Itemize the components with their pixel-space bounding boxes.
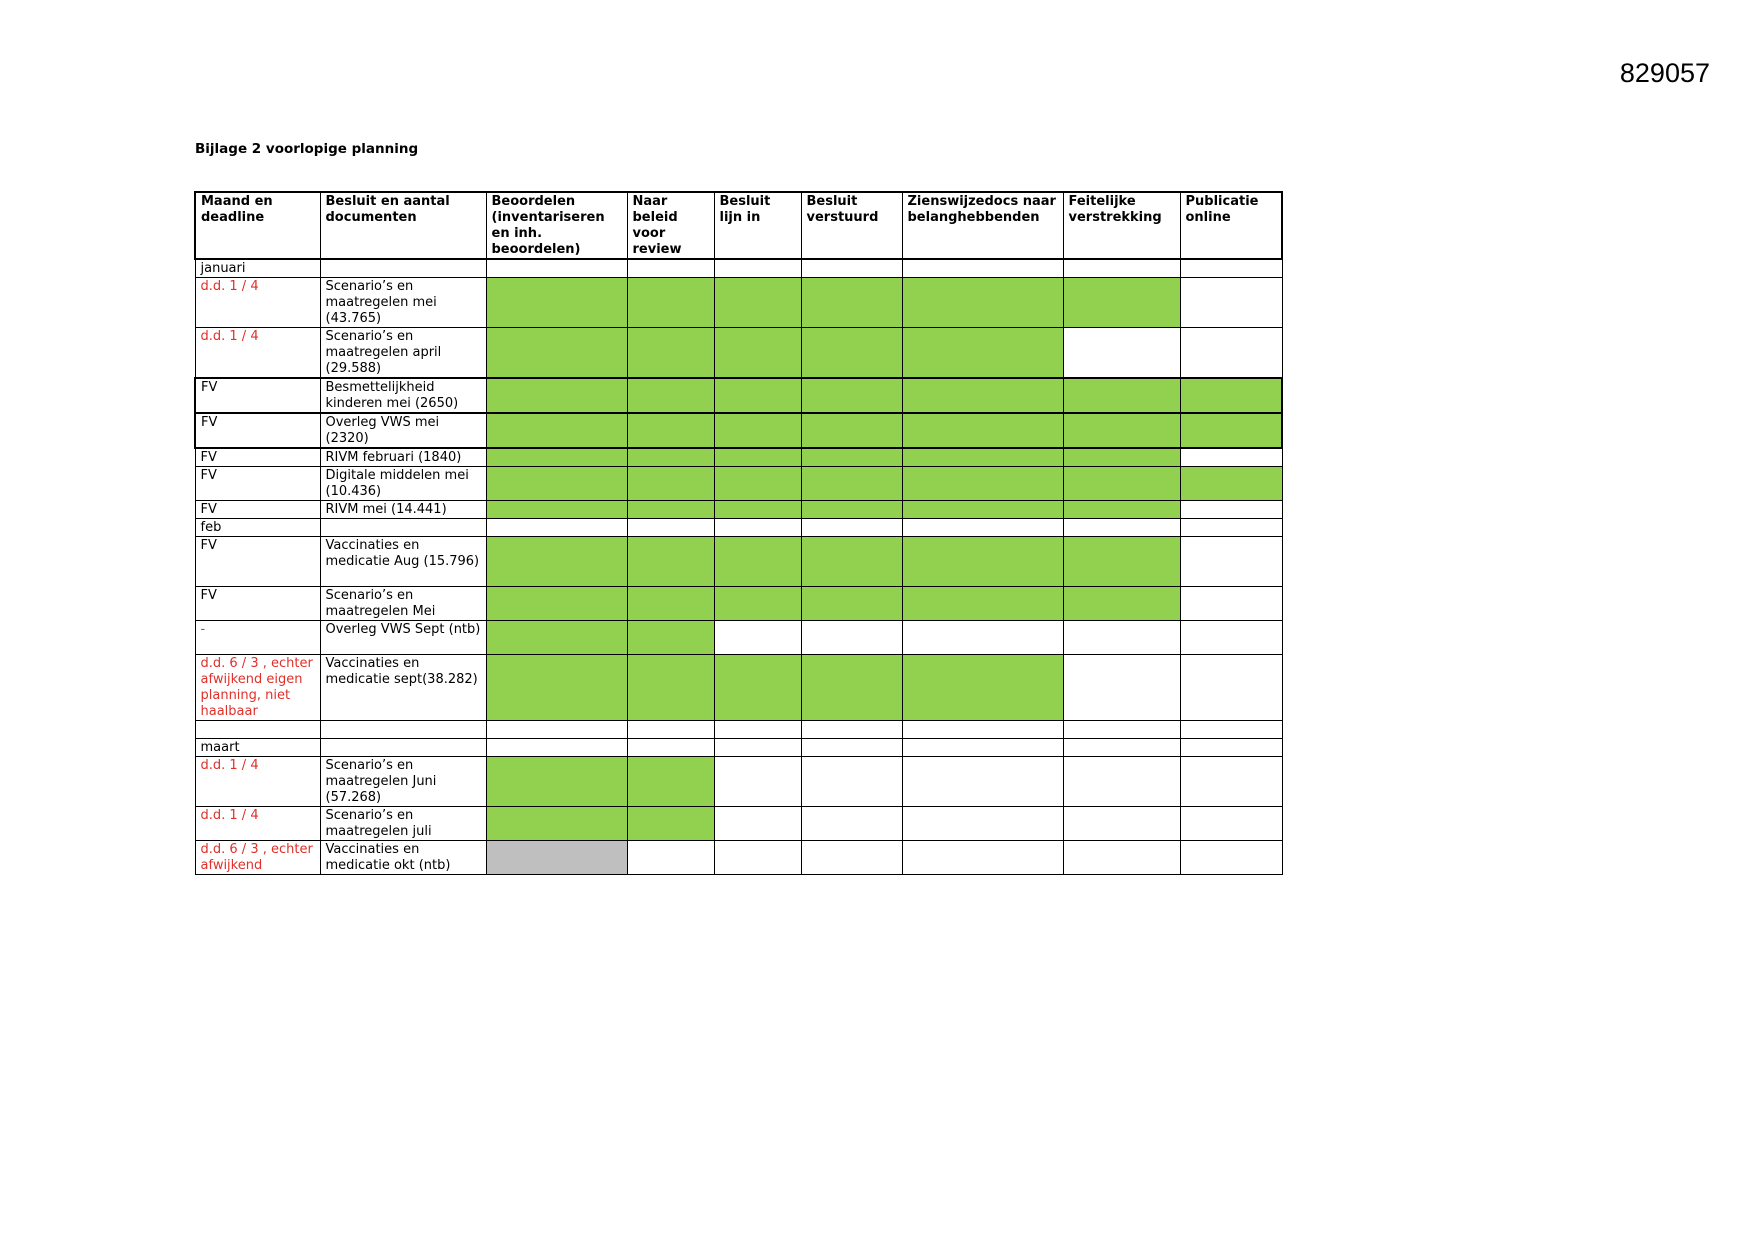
status-cell-done: [714, 467, 801, 501]
table-row: [195, 378, 1282, 413]
month-label: feb: [195, 519, 320, 537]
status-cell-done: [486, 501, 627, 519]
status-cell-done: [902, 328, 1063, 379]
planning-table: [194, 191, 1283, 875]
status-cell-done: [486, 757, 627, 807]
table-row: [195, 621, 1282, 655]
status-cell-empty: [1063, 757, 1180, 807]
status-cell-done: [627, 757, 714, 807]
status-cell-empty: [1063, 519, 1180, 537]
status-cell-done: [1063, 378, 1180, 413]
document-title: Bijlage 2 voorlopige planning: [195, 141, 419, 157]
table-row: [195, 501, 1282, 519]
status-cell-done: [1063, 413, 1180, 448]
document-number: 829057: [1619, 58, 1710, 88]
status-cell-done: [902, 655, 1063, 721]
deadline-cell: FV: [195, 467, 320, 501]
besluit-cell: Scenario’s en maatregelen mei (43.765): [320, 278, 486, 328]
status-cell-empty: [902, 757, 1063, 807]
status-cell-done: [801, 467, 902, 501]
status-cell-empty: [1063, 655, 1180, 721]
status-cell-done: [801, 537, 902, 587]
status-cell-empty: [902, 807, 1063, 841]
column-header: Naar beleid voor review: [627, 192, 714, 259]
deadline-cell: FV: [195, 448, 320, 467]
deadline-cell: FV: [195, 378, 320, 413]
status-cell-done: [627, 621, 714, 655]
status-cell-done: [714, 537, 801, 587]
status-cell-empty: [486, 721, 627, 739]
status-cell-done: [902, 413, 1063, 448]
status-cell-empty: [627, 841, 714, 875]
status-cell-empty: [902, 519, 1063, 537]
status-cell-done: [1063, 587, 1180, 621]
status-cell-done: [902, 501, 1063, 519]
status-cell-done: [1063, 501, 1180, 519]
besluit-cell: [320, 259, 486, 278]
status-cell-empty: [902, 721, 1063, 739]
status-cell-empty: [902, 739, 1063, 757]
status-cell-done: [1180, 467, 1282, 501]
besluit-cell: Vaccinaties en medicatie sept(38.282): [320, 655, 486, 721]
status-cell-done: [714, 328, 801, 379]
status-cell-empty: [1180, 448, 1282, 467]
column-header: Besluit lijn in: [714, 192, 801, 259]
status-cell-done: [902, 278, 1063, 328]
status-cell-empty: [1180, 757, 1282, 807]
table-row: [195, 467, 1282, 501]
table-row: [195, 721, 1282, 739]
column-header: Zienswijzedocs naar belanghebbenden: [902, 192, 1063, 259]
status-cell-done: [627, 378, 714, 413]
table-row: [195, 448, 1282, 467]
status-cell-done: [801, 587, 902, 621]
column-header: Besluit verstuurd: [801, 192, 902, 259]
status-cell-empty: [1180, 259, 1282, 278]
table-row: [195, 587, 1282, 621]
status-cell-empty: [714, 757, 801, 807]
status-cell-done: [486, 328, 627, 379]
status-cell-empty: [486, 259, 627, 278]
status-cell-empty: [1063, 328, 1180, 379]
status-cell-done: [627, 807, 714, 841]
table-row: [195, 278, 1282, 328]
status-cell-done: [627, 501, 714, 519]
status-cell-empty: [1180, 739, 1282, 757]
deadline-cell: d.d. 1 / 4: [195, 328, 320, 379]
status-cell-done: [1063, 448, 1180, 467]
status-cell-done: [486, 467, 627, 501]
status-cell-done: [714, 587, 801, 621]
status-cell-empty: [1063, 621, 1180, 655]
status-cell-pending: [486, 841, 627, 875]
deadline-cell: [195, 721, 320, 739]
status-cell-empty: [1063, 721, 1180, 739]
status-cell-done: [902, 448, 1063, 467]
status-cell-done: [801, 328, 902, 379]
status-cell-done: [486, 587, 627, 621]
deadline-cell: d.d. 1 / 4: [195, 757, 320, 807]
status-cell-empty: [1180, 841, 1282, 875]
status-cell-done: [627, 413, 714, 448]
status-cell-done: [1063, 467, 1180, 501]
status-cell-done: [801, 501, 902, 519]
table-row: [195, 655, 1282, 721]
status-cell-empty: [801, 259, 902, 278]
status-cell-done: [627, 278, 714, 328]
deadline-cell: FV: [195, 413, 320, 448]
status-cell-empty: [1063, 807, 1180, 841]
status-cell-empty: [486, 739, 627, 757]
status-cell-empty: [801, 721, 902, 739]
status-cell-empty: [1180, 278, 1282, 328]
status-cell-done: [486, 621, 627, 655]
status-cell-empty: [1063, 259, 1180, 278]
table-row: [195, 537, 1282, 587]
status-cell-done: [1063, 278, 1180, 328]
status-cell-done: [902, 537, 1063, 587]
besluit-cell: [320, 739, 486, 757]
status-cell-done: [486, 278, 627, 328]
besluit-cell: Overleg VWS Sept (ntb): [320, 621, 486, 655]
deadline-cell: -: [195, 621, 320, 655]
status-cell-done: [714, 278, 801, 328]
status-cell-done: [627, 655, 714, 721]
column-header: Feitelijke verstrekking: [1063, 192, 1180, 259]
status-cell-done: [627, 448, 714, 467]
month-label: maart: [195, 739, 320, 757]
column-header: Maand en deadline: [195, 192, 320, 259]
status-cell-empty: [714, 519, 801, 537]
status-cell-empty: [1180, 537, 1282, 587]
status-cell-empty: [1180, 621, 1282, 655]
status-cell-done: [627, 587, 714, 621]
status-cell-done: [801, 413, 902, 448]
status-cell-done: [1180, 413, 1282, 448]
status-cell-empty: [1180, 655, 1282, 721]
deadline-cell: FV: [195, 537, 320, 587]
status-cell-done: [714, 413, 801, 448]
table-body: [195, 259, 1282, 875]
besluit-cell: RIVM mei (14.441): [320, 501, 486, 519]
status-cell-done: [902, 467, 1063, 501]
column-header: Besluit en aantal documenten: [320, 192, 486, 259]
besluit-cell: Vaccinaties en medicatie okt (ntb): [320, 841, 486, 875]
besluit-cell: RIVM februari (1840): [320, 448, 486, 467]
month-row: [195, 739, 1282, 757]
header-row: [195, 192, 1282, 259]
status-cell-empty: [801, 519, 902, 537]
deadline-cell: FV: [195, 501, 320, 519]
status-cell-done: [714, 378, 801, 413]
status-cell-done: [714, 448, 801, 467]
deadline-cell: FV: [195, 587, 320, 621]
besluit-cell: Besmettelijkheid kinderen mei (2650): [320, 378, 486, 413]
status-cell-empty: [801, 621, 902, 655]
status-cell-done: [801, 448, 902, 467]
status-cell-empty: [902, 841, 1063, 875]
table-row: [195, 841, 1282, 875]
status-cell-done: [1180, 378, 1282, 413]
deadline-cell: d.d. 1 / 4: [195, 807, 320, 841]
besluit-cell: Scenario’s en maatregelen juli: [320, 807, 486, 841]
besluit-cell: Vaccinaties en medicatie Aug (15.796): [320, 537, 486, 587]
status-cell-empty: [1180, 501, 1282, 519]
status-cell-done: [486, 807, 627, 841]
status-cell-empty: [1180, 807, 1282, 841]
status-cell-done: [714, 655, 801, 721]
status-cell-done: [627, 467, 714, 501]
besluit-cell: Scenario’s en maatregelen Mei: [320, 587, 486, 621]
status-cell-empty: [714, 721, 801, 739]
besluit-cell: [320, 519, 486, 537]
status-cell-empty: [1180, 519, 1282, 537]
besluit-cell: [320, 721, 486, 739]
status-cell-empty: [486, 519, 627, 537]
status-cell-done: [486, 655, 627, 721]
status-cell-empty: [627, 739, 714, 757]
status-cell-done: [486, 448, 627, 467]
table-row: [195, 328, 1282, 379]
status-cell-done: [801, 378, 902, 413]
besluit-cell: Scenario’s en maatregelen Juni (57.268): [320, 757, 486, 807]
status-cell-empty: [1063, 739, 1180, 757]
status-cell-done: [486, 537, 627, 587]
month-row: [195, 259, 1282, 278]
status-cell-empty: [902, 259, 1063, 278]
month-label: januari: [195, 259, 320, 278]
status-cell-done: [714, 501, 801, 519]
status-cell-empty: [627, 259, 714, 278]
table-row: [195, 807, 1282, 841]
status-cell-empty: [1063, 841, 1180, 875]
status-cell-empty: [801, 757, 902, 807]
status-cell-empty: [1180, 328, 1282, 379]
status-cell-done: [801, 278, 902, 328]
besluit-cell: Overleg VWS mei (2320): [320, 413, 486, 448]
status-cell-done: [801, 655, 902, 721]
status-cell-empty: [801, 739, 902, 757]
besluit-cell: Digitale middelen mei (10.436): [320, 467, 486, 501]
status-cell-done: [486, 378, 627, 413]
status-cell-done: [902, 587, 1063, 621]
status-cell-empty: [714, 807, 801, 841]
status-cell-done: [627, 537, 714, 587]
status-cell-empty: [1180, 721, 1282, 739]
deadline-cell: d.d. 1 / 4: [195, 278, 320, 328]
status-cell-empty: [902, 621, 1063, 655]
table-row: [195, 757, 1282, 807]
status-cell-done: [627, 328, 714, 379]
status-cell-empty: [714, 259, 801, 278]
status-cell-empty: [714, 841, 801, 875]
deadline-cell: d.d. 6 / 3 , echter afwijkend: [195, 841, 320, 875]
deadline-cell: d.d. 6 / 3 , echter afwijkend eigen planning, niet haalbaar: [195, 655, 320, 721]
status-cell-empty: [714, 739, 801, 757]
column-header: Beoordelen (inventariseren en inh. beoordelen): [486, 192, 627, 259]
status-cell-empty: [627, 721, 714, 739]
status-cell-done: [486, 413, 627, 448]
table-row: [195, 413, 1282, 448]
status-cell-empty: [627, 519, 714, 537]
status-cell-empty: [801, 807, 902, 841]
status-cell-empty: [801, 841, 902, 875]
besluit-cell: Scenario’s en maatregelen april (29.588): [320, 328, 486, 379]
status-cell-empty: [714, 621, 801, 655]
column-header: Publicatie online: [1180, 192, 1282, 259]
status-cell-done: [902, 378, 1063, 413]
status-cell-done: [1063, 537, 1180, 587]
status-cell-empty: [1180, 587, 1282, 621]
month-row: [195, 519, 1282, 537]
